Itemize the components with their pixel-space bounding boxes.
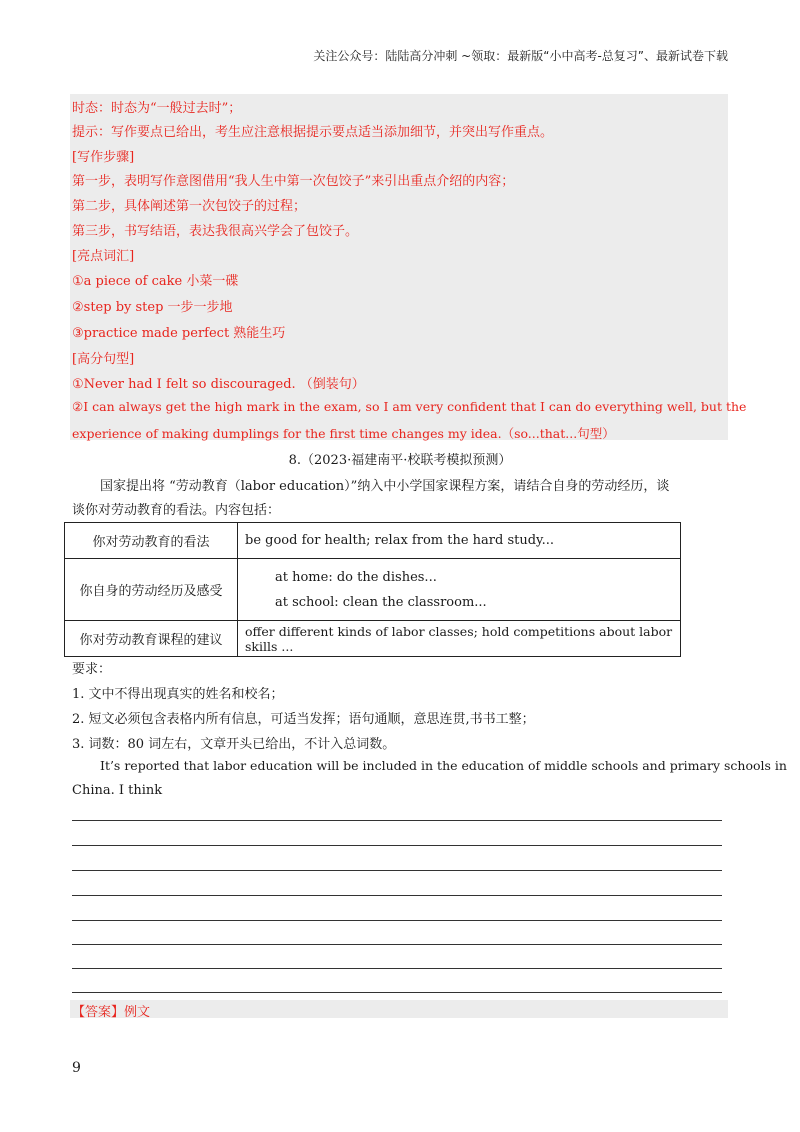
requirement-item: 2. 短文必须包含表格内所有信息，可适当发挥；语句通顺，意思连贯,书书工整； [72, 712, 535, 727]
guidance-line: [亮点词汇] [72, 249, 135, 264]
table-key: 你对劳动教育的看法 [65, 523, 238, 559]
table-row [65, 559, 681, 621]
guidance-line: 第三步，书写结语，表达我很高兴学会了包饺子。 [72, 224, 359, 239]
guidance-line: ③practice made perfect 熟能生巧 [72, 326, 286, 341]
guidance-line: [高分句型] [72, 352, 135, 367]
table-value: be good for health; relax from the hard study... [238, 523, 681, 559]
writing-line[interactable] [72, 895, 722, 896]
guidance-line: 第一步，表明写作意图借用“我人生中第一次包饺子”来引出重点介绍的内容； [72, 174, 515, 189]
requirements-heading: 要求： [72, 662, 112, 677]
guidance-line: [写作步骤] [72, 150, 135, 165]
table-value: offer different kinds of labor classes; hold competitions about labor skills ... [238, 621, 681, 657]
task-title: 8.（2023·福建南平·校联考模拟预测） [288, 453, 512, 468]
table-value [238, 559, 681, 621]
essay-start: It’s reported that labor education will be included in the education of middle schools and primary schools in [100, 758, 787, 773]
essay-start: China. I think [72, 783, 163, 798]
guidance-line: ①Never had I felt so discouraged. （倒装句） [72, 377, 365, 392]
info-table [64, 522, 681, 657]
writing-line[interactable] [72, 870, 722, 871]
guidance-line: 提示：写作要点已给出，考生应注意根据提示要点适当添加细节，并突出写作重点。 [72, 125, 554, 140]
answer-label: 【答案】例文 [72, 1005, 151, 1020]
requirement-item: 3. 词数：80 词左右，文章开头已给出，不计入总词数。 [72, 737, 396, 752]
writing-line[interactable] [72, 992, 722, 993]
page-header: 关注公众号：陆陆高分冲刺 ~领取：最新版“小中高考-总复习”、最新试卷下载 [313, 49, 728, 63]
writing-line[interactable] [72, 920, 722, 921]
guidance-line: 时态：时态为“一般过去时”； [72, 101, 242, 116]
table-row [65, 523, 681, 559]
writing-line[interactable] [72, 968, 722, 969]
table-key: 你对劳动教育课程的建议 [65, 621, 238, 657]
task-intro: 谈你对劳动教育的看法。内容包括： [72, 503, 281, 518]
task-intro: 国家提出将 “劳动教育（labor education）”纳入中小学国家课程方案，请结合自身的劳动经历，谈 [100, 479, 670, 494]
writing-line[interactable] [72, 944, 722, 945]
table-value-line: at school: clean the classroom... [275, 594, 487, 610]
answer-bar [70, 1000, 728, 1018]
guidance-line: ①a piece of cake 小菜一碟 [72, 274, 239, 289]
table-value-line: at home: do the dishes... [275, 569, 437, 585]
guidance-line: ②I can always get the high mark in the exam, so I am very confident that I can do everything well, but the [72, 399, 747, 414]
guidance-line: experience of making dumplings for the first time changes my idea.（so...that...句型） [72, 426, 615, 441]
table-key: 你自身的劳动经历及感受 [65, 559, 238, 621]
guidance-line: 第二步，具体阐述第一次包饺子的过程； [72, 199, 307, 214]
page-number: 9 [72, 1060, 81, 1076]
writing-line[interactable] [72, 820, 722, 821]
requirement-item: 1. 文中不得出现真实的姓名和校名； [72, 687, 284, 702]
guidance-line: ②step by step 一步一步地 [72, 300, 233, 315]
writing-line[interactable] [72, 845, 722, 846]
table-row [65, 621, 681, 657]
